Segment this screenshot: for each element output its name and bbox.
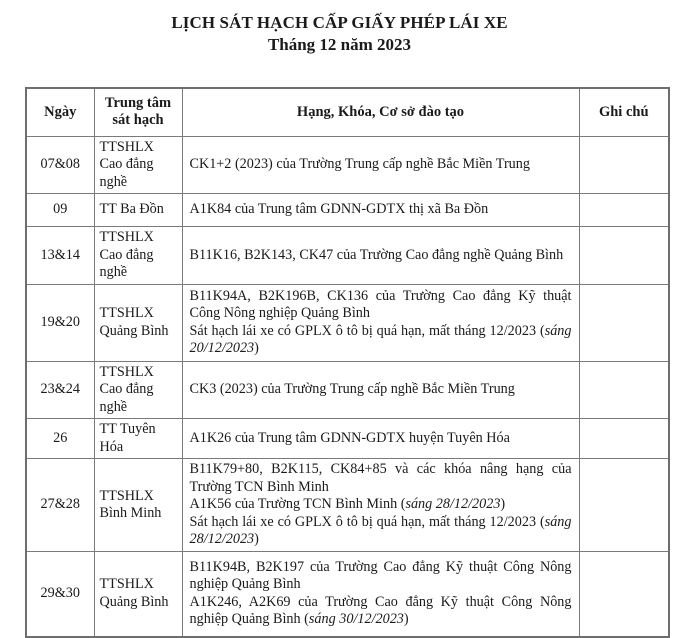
cell-remark <box>579 459 669 552</box>
course-text: A1K84 của Trung tâm GDNN-GDTX thị xã Ba Đồn <box>189 201 489 218</box>
cell-day: 29&30 <box>26 552 94 637</box>
course-text: A1K26 của Trung tâm GDNN-GDTX huyện Tuyên Hóa <box>189 429 510 446</box>
course-line <box>190 559 572 594</box>
table-header-row <box>26 88 669 136</box>
note-suffix: ) <box>500 496 506 513</box>
course-line <box>190 461 572 496</box>
session-note: sáng 20/12/2023 <box>189 322 572 356</box>
table-body <box>26 136 669 637</box>
course-line <box>190 496 572 514</box>
cell-center: TTSHLX Bình Minh <box>94 459 182 552</box>
cell-course <box>182 227 579 285</box>
header-remark: Ghi chú <box>579 88 669 136</box>
cell-remark <box>579 552 669 637</box>
table-row <box>26 284 669 361</box>
cell-course <box>182 552 579 637</box>
course-text: Sát hạch lái xe có GPLX ô tô bị quá hạn, mất tháng 12/2023 ( <box>189 513 545 530</box>
table-row <box>26 136 669 194</box>
course-line <box>190 247 572 265</box>
course-line <box>190 594 572 629</box>
cell-day: 27&28 <box>26 459 94 552</box>
cell-remark <box>579 284 669 361</box>
session-note: sáng 28/12/2023 <box>405 496 501 513</box>
course-line <box>190 156 572 174</box>
course-line <box>190 381 572 399</box>
header-day: Ngày <box>26 88 94 136</box>
header-center: Trung tâm sát hạch <box>94 88 182 136</box>
cell-course <box>182 284 579 361</box>
course-text: B11K94A, B2K196B, CK136 của Trường Cao đẳng Kỹ thuật Công Nông nghiệp Quảng Bình <box>189 287 572 321</box>
table-row <box>26 552 669 637</box>
cell-center: TT Tuyên Hóa <box>94 419 182 459</box>
note-suffix: ) <box>403 611 409 628</box>
cell-remark <box>579 419 669 459</box>
cell-center: TTSHLX Cao đẳng nghề <box>94 136 182 194</box>
table-row <box>26 419 669 459</box>
course-text: CK3 (2023) của Trường Trung cấp nghề Bắc Miền Trung <box>189 381 515 397</box>
cell-remark <box>579 194 669 227</box>
cell-center: TTSHLX Cao đẳng nghề <box>94 361 182 419</box>
table-row <box>26 194 669 227</box>
note-suffix: ) <box>254 340 259 356</box>
cell-remark <box>579 136 669 194</box>
cell-center: TTSHLX Cao đẳng nghề <box>94 227 182 285</box>
cell-day: 26 <box>26 419 94 459</box>
cell-course <box>182 361 579 419</box>
course-text: Sát hạch lái xe có GPLX ô tô bị quá hạn, mất tháng 12/2023 ( <box>189 322 545 339</box>
course-text: B11K79+80, B2K115, CK84+85 và các khóa nâng hạng của Trường TCN Bình Minh <box>189 461 572 495</box>
cell-day: 09 <box>26 194 94 227</box>
cell-center: TTSHLX Quảng Bình <box>94 284 182 361</box>
cell-day: 23&24 <box>26 361 94 419</box>
course-text: CK1+2 (2023) của Trường Trung cấp nghề Bắc Miền Trung <box>189 156 530 172</box>
cell-course <box>182 419 579 459</box>
cell-center: TT Ba Đồn <box>94 194 182 227</box>
document-title: LỊCH SÁT HẠCH CẤP GIẤY PHÉP LÁI XE <box>171 13 508 32</box>
cell-course <box>182 194 579 227</box>
course-line <box>190 323 572 358</box>
cell-course <box>182 136 579 194</box>
cell-day: 19&20 <box>26 284 94 361</box>
cell-day: 13&14 <box>26 227 94 285</box>
course-line <box>190 288 572 323</box>
session-note: sáng 30/12/2023 <box>308 611 404 628</box>
document-subtitle: Tháng 12 năm 2023 <box>267 35 412 54</box>
note-suffix: ) <box>254 531 259 548</box>
session-note: sáng 28/12/2023 <box>189 513 572 548</box>
table-row <box>26 361 669 419</box>
exam-schedule-table <box>25 87 670 638</box>
header-course: Hạng, Khóa, Cơ sở đào tạo <box>182 88 579 136</box>
course-text: A1K246, A2K69 của Trường Cao đẳng Kỹ thuật Công Nông nghiệp Quảng Bình ( <box>189 593 572 628</box>
cell-day: 07&08 <box>26 136 94 194</box>
course-line <box>190 514 572 549</box>
cell-center: TTSHLX Quảng Bình <box>94 552 182 637</box>
cell-course <box>182 459 579 552</box>
table-row <box>26 459 669 552</box>
cell-remark <box>579 227 669 285</box>
cell-remark <box>579 361 669 419</box>
course-text: B11K16, B2K143, CK47 của Trường Cao đẳng nghề Quảng Bình <box>189 246 564 263</box>
course-line <box>190 430 572 448</box>
table-row <box>26 227 669 285</box>
course-text: A1K56 của Trường TCN Bình Minh ( <box>189 496 406 513</box>
course-line <box>190 201 572 219</box>
course-text: B11K94B, B2K197 của Trường Cao đẳng Kỹ thuật Công Nông nghiệp Quảng Bình <box>189 558 572 593</box>
